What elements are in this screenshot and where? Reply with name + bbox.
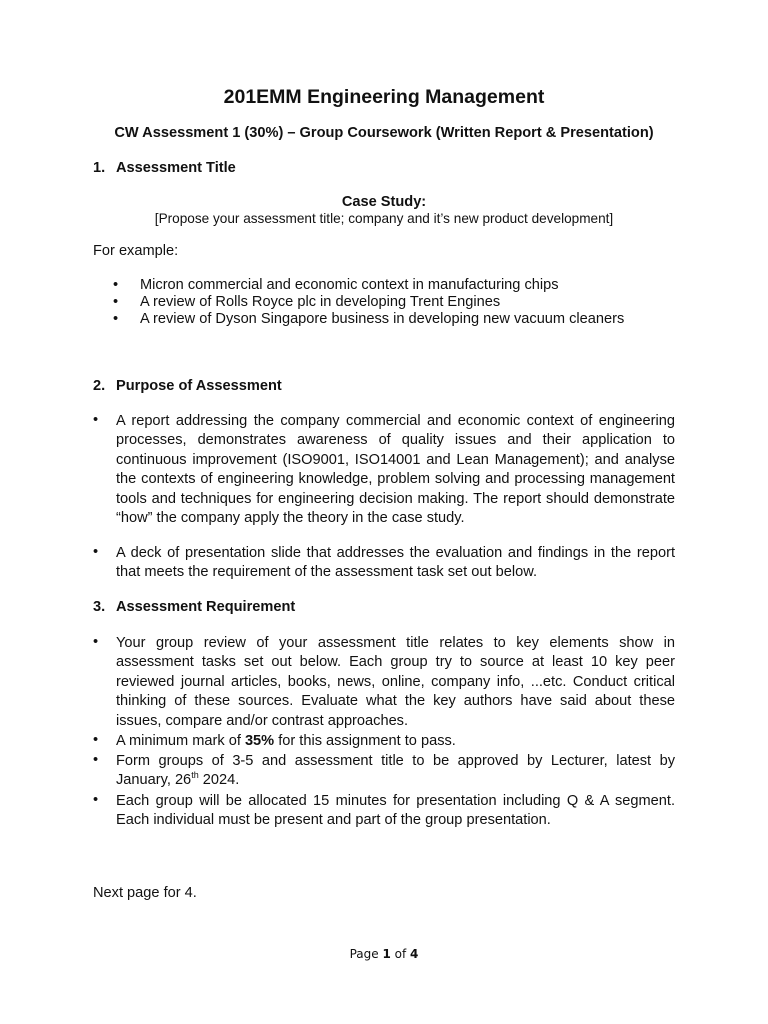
list-item <box>93 752 675 791</box>
section-title: Assessment Requirement <box>116 599 296 615</box>
section-number: 3. <box>93 599 106 615</box>
page-word: Page <box>349 947 383 961</box>
total-pages: 4 <box>410 947 419 961</box>
section-title: Assessment Title <box>116 160 236 176</box>
list-item-text: Each group will be allocated 15 minutes for presentation including Q & A segment. Each individual must be present and part of the group presentation. <box>116 793 675 829</box>
list-item-text <box>116 752 675 791</box>
list-item-text: A review of Dyson Singapore business in developing new vacuum cleaners <box>140 311 625 327</box>
list-item-text: A report addressing the company commercial and economic context of engineering processes, demonstrates awareness of quality issues and their application to continuous improvement (ISO9001, ISO14001 and Lean Management); and analyse the contexts of engineering knowledge, problem solving and processing management tools and techniques for engineering decision making. The report should demonstrate “how” the company apply the theory in the case study. <box>116 413 675 527</box>
list-item-text: A review of Rolls Royce plc in developing Trent Engines <box>140 294 501 310</box>
bullet-icon: • <box>93 412 99 428</box>
list-item <box>93 732 675 751</box>
list-item-text <box>116 732 675 751</box>
pass-mark: 35% <box>244 733 275 749</box>
list-item-text: A deck of presentation slide that addresses the evaluation and findings in the report that meets the requirement of the assessment task set out below. <box>116 545 675 581</box>
list-item <box>93 412 675 528</box>
text-run: for this assignment to pass. <box>274 733 456 749</box>
text-run: 2024. <box>198 772 240 789</box>
bullet-icon: • <box>93 544 99 560</box>
next-page-note: Next page for 4. <box>93 885 197 901</box>
case-study-instruction: [Propose your assessment title; company and it’s new product development] <box>154 211 614 226</box>
of-word: of <box>390 947 411 961</box>
bullet-icon: • <box>113 294 119 310</box>
current-page: 1 <box>382 947 391 961</box>
list-item-text: Your group review of your assessment title relates to key elements show in assessment tasks set out below. Each group try to source at least 10 key peer reviewed journal articles, books, news, online, company info, ...etc. Conduct critical thinking of these sources. Evaluate what the key authors have said about these issues, compare and/or contrast approaches. <box>116 635 675 729</box>
text-run: Form groups of 3-5 and assessment title to be approved by Lecturer, latest by January, 26 <box>116 753 675 789</box>
list-item <box>93 792 675 831</box>
bullet-icon: • <box>113 311 119 327</box>
ordinal-suffix: th <box>191 770 199 781</box>
text-run: A minimum mark of <box>116 733 245 749</box>
example-intro: For example: <box>93 243 179 259</box>
case-study-label: Case Study: <box>341 194 427 210</box>
section-1-heading <box>93 160 236 176</box>
section-3-heading <box>93 599 295 615</box>
list-item-text: Micron commercial and economic context in manufacturing chips <box>140 277 559 293</box>
bullet-icon: • <box>93 792 99 808</box>
document-title: 201EMM Engineering Management <box>223 86 545 108</box>
section-title: Purpose of Assessment <box>116 378 282 394</box>
list-item <box>93 634 675 731</box>
document-subtitle: CW Assessment 1 (30%) – Group Coursework (Written Report & Presentation) <box>114 125 654 141</box>
bullet-icon: • <box>93 634 99 650</box>
bullet-icon: • <box>93 752 99 768</box>
section-2-heading <box>93 378 282 394</box>
section-number: 1. <box>93 160 106 176</box>
list-item <box>93 544 675 583</box>
bullet-icon: • <box>113 277 119 293</box>
section-number: 2. <box>93 378 106 394</box>
page-footer <box>0 947 768 961</box>
bullet-icon: • <box>93 732 99 748</box>
